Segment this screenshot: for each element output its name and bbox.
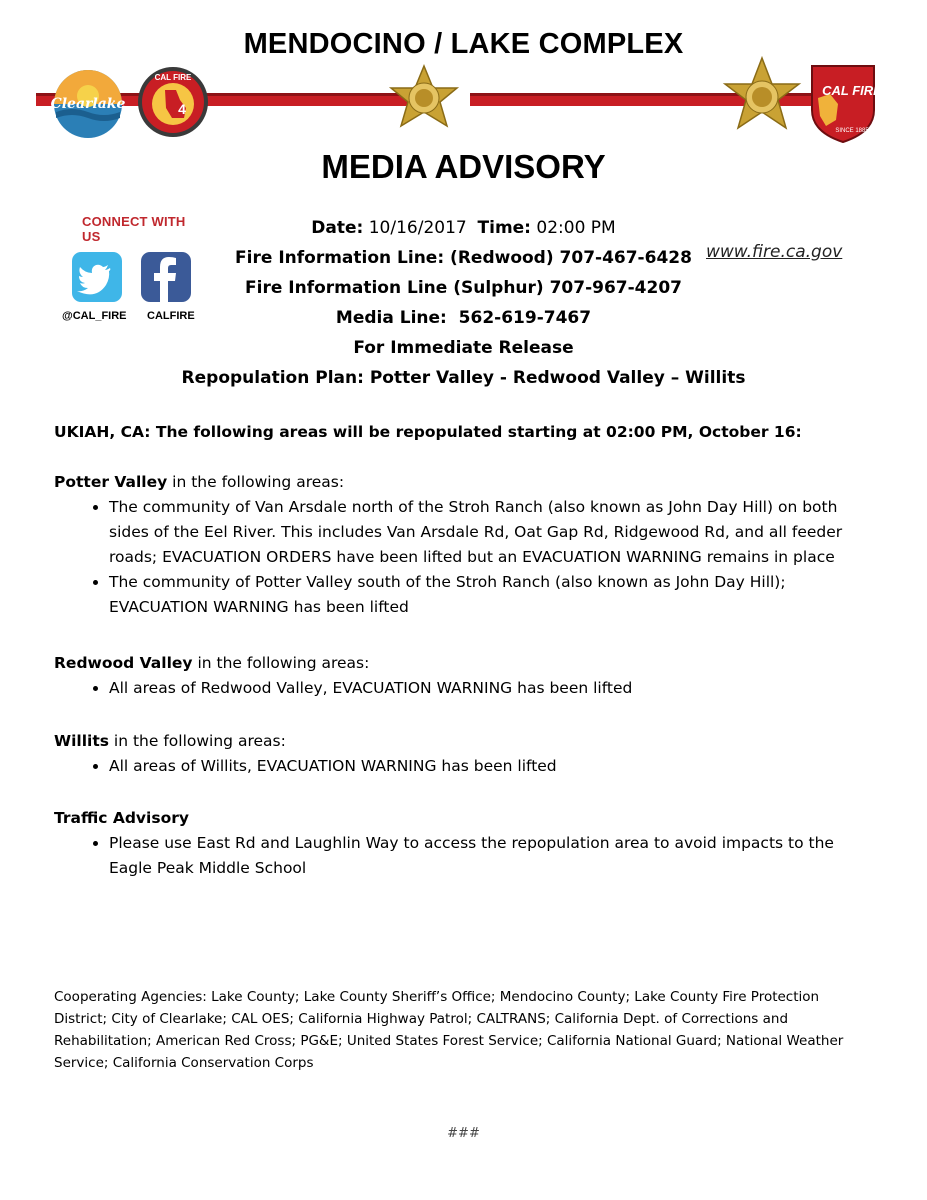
calfire-shield-text: CAL FIRE <box>822 83 882 98</box>
section-heading: Traffic Advisory <box>54 809 189 827</box>
calfire-badge-text: CAL FIRE <box>154 73 192 82</box>
date-time-line <box>0 218 927 238</box>
time-value: 02:00 PM <box>536 218 616 238</box>
intro-paragraph <box>54 420 874 445</box>
repopulation-plan-title: Repopulation Plan: Potter Valley - Redwood Valley – Willits <box>181 368 746 388</box>
list-item: • The community of Van Arsdale north of the Stroh Ranch (also known as John Day Hill) on both sides of the Eel River. This includes Van Arsdale Rd, Oat Gap Rd, Ridgewood Rd, and all feeder roads; EVACUATION ORDERS have been lifted but an EVACUATION WARNING remains in place <box>109 495 874 570</box>
list-item: • All areas of Redwood Valley, EVACUATION WARNING has been lifted <box>109 676 874 701</box>
cooperating-agencies: Cooperating Agencies: Lake County; Lake County Sheriff’s Office; Mendocino County; Lake County Fire Protection District; City of Clearlake; CAL OES; California Highway Patrol; CALTRANS; California Dept. of Corrections and Rehabilitation; American Red Cross; PG&E; United States Forest Service; California National Guard; National Weather Service; California Conservation Corps <box>54 989 844 1071</box>
twitter-handle[interactable]: @CAL_FIRE <box>62 310 127 322</box>
media-line: Media Line: 562-619-7467 <box>335 308 592 328</box>
list-item: • Please use East Rd and Laughlin Way to access the repopulation area to avoid impacts to the Eagle Peak Middle School <box>109 831 874 881</box>
logo-banner <box>0 0 927 150</box>
list-item: • The community of Potter Valley south of the Stroh Ranch (also known as John Day Hill); EVACUATION WARNING has been lifted <box>109 570 874 620</box>
date-label: Date: <box>311 218 364 238</box>
website-link[interactable]: www.fire.ca.gov <box>706 242 843 262</box>
list-item: • All areas of Willits, EVACUATION WARNING has been lifted <box>109 754 874 779</box>
section-heading: Redwood Valley <box>54 654 193 672</box>
section-suffix: in the following areas: <box>192 654 370 672</box>
date-value: 10/16/2017 <box>368 218 467 238</box>
intro-location: UKIAH, CA <box>54 423 145 441</box>
section-heading: Potter Valley <box>54 473 168 491</box>
section-heading: Willits <box>54 732 109 750</box>
section-suffix: in the following areas: <box>108 732 286 750</box>
clearlake-text: Clearlake <box>50 96 126 112</box>
sheriff-star-right <box>725 58 799 128</box>
calfire-shield-since: SINCE 1885 <box>835 128 869 134</box>
section-redwood-valley <box>54 651 874 701</box>
time-label: Time: <box>477 218 531 238</box>
section-potter-valley <box>54 470 874 620</box>
fire-info-line-redwood: Fire Information Line: (Redwood) 707-467-6428 <box>235 248 692 268</box>
calfire-badge-unit: 4 <box>178 101 186 117</box>
section-willits <box>54 729 874 779</box>
calfire-unit-badge <box>138 67 208 137</box>
clearlake-logo <box>51 70 126 138</box>
facebook-handle[interactable]: CALFIRE <box>147 310 195 322</box>
media-advisory-heading: MEDIA ADVISORY <box>321 148 606 185</box>
page-title: MENDOCINO / LAKE COMPLEX <box>243 28 684 60</box>
end-mark: ### <box>447 1126 480 1141</box>
intro-text: : The following areas will be repopulated starting at 02:00 PM, October 16: <box>144 423 802 441</box>
section-suffix: in the following areas: <box>167 473 345 491</box>
section-traffic-advisory <box>54 806 874 881</box>
calfire-shield-logo <box>812 66 882 142</box>
fire-info-line-sulphur: Fire Information Line (Sulphur) 707-967-4207 <box>245 278 682 298</box>
release-line: For Immediate Release <box>353 338 574 358</box>
connect-label: CONNECT WITH US <box>82 214 186 244</box>
sheriff-star-center <box>391 66 457 126</box>
